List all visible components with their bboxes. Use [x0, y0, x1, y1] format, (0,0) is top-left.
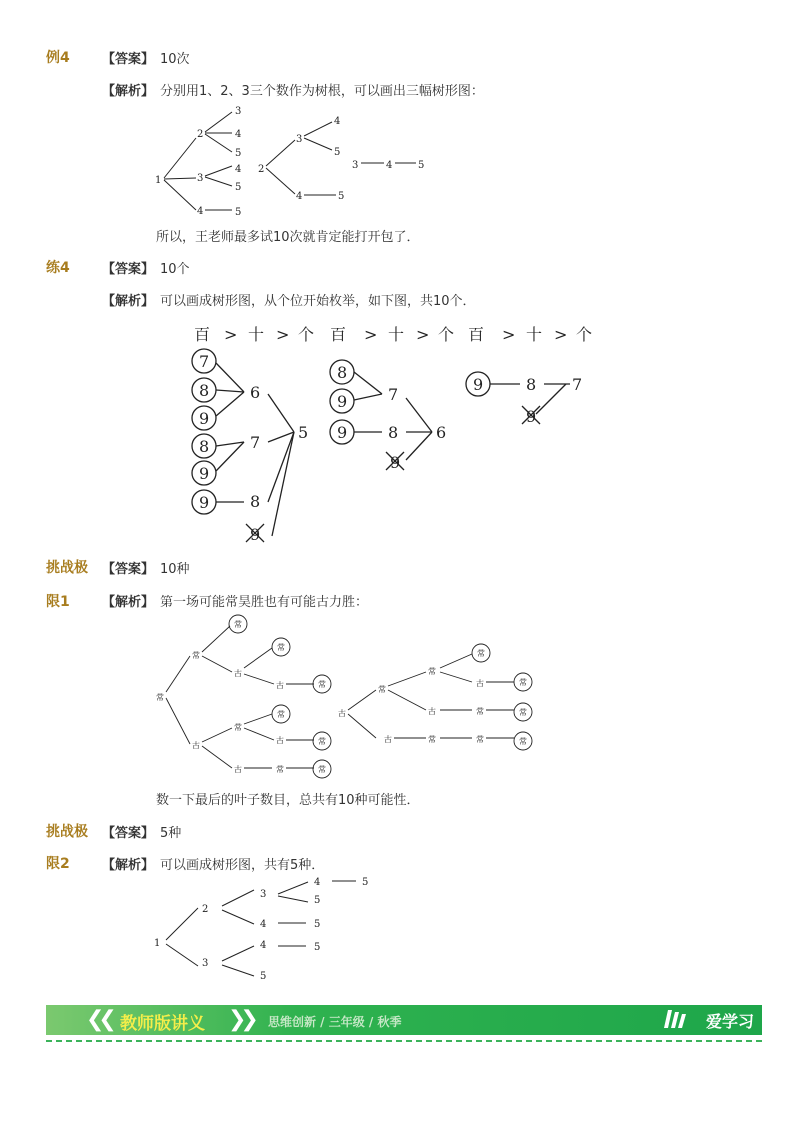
svg-text:常: 常	[192, 651, 200, 660]
svg-text:7: 7	[572, 375, 583, 394]
svg-text:8: 8	[526, 375, 537, 394]
svg-text:4: 4	[296, 191, 303, 202]
conclusion-ex4: 所以，王老师最多试10次就肯定能打开包了．	[156, 230, 420, 245]
svg-text:十: 十	[526, 325, 543, 344]
chevron-left-icon: ❮❮	[86, 1007, 111, 1032]
svg-text:>: >	[502, 325, 516, 344]
svg-text:古: 古	[234, 669, 242, 678]
svg-text:常: 常	[234, 723, 242, 732]
svg-text:5: 5	[362, 877, 369, 888]
svg-text:百: 百	[468, 325, 485, 344]
footer-divider	[46, 1040, 762, 1042]
section-label-ch1-a: 挑战极	[46, 560, 88, 576]
footer-title: 教师版讲义	[120, 1014, 205, 1034]
svg-text:5: 5	[235, 207, 242, 218]
svg-text:4: 4	[197, 206, 204, 217]
answer-tag: 【答案】	[102, 262, 155, 277]
svg-text:9: 9	[337, 423, 348, 442]
tree-diagram-ex4	[150, 100, 450, 225]
svg-text:十: 十	[248, 325, 265, 344]
answer-line-ch2	[102, 822, 181, 841]
svg-text:7: 7	[199, 352, 210, 371]
svg-text:常: 常	[519, 737, 527, 746]
svg-text:常: 常	[276, 765, 284, 774]
svg-text:8: 8	[199, 437, 210, 456]
svg-text:4: 4	[334, 116, 341, 127]
svg-text:常: 常	[428, 735, 436, 744]
brand-logo-icon	[662, 1008, 688, 1030]
svg-text:常: 常	[428, 667, 436, 676]
svg-text:古: 古	[476, 679, 484, 688]
svg-text:古: 古	[192, 741, 200, 750]
svg-text:常: 常	[318, 765, 326, 774]
analysis-tag: 【解析】	[102, 858, 155, 873]
svg-text:9: 9	[390, 453, 401, 472]
svg-text:>: >	[276, 325, 290, 344]
svg-text:9: 9	[337, 392, 348, 411]
svg-text:>: >	[554, 325, 568, 344]
svg-text:9: 9	[199, 493, 210, 512]
svg-text:3: 3	[197, 173, 204, 184]
analysis-text: 分别用1、2、3三个数作为树根，可以画出三幅树形图：	[160, 84, 484, 99]
svg-text:常: 常	[477, 649, 485, 658]
analysis-line-ch1	[102, 591, 368, 610]
match-tree-diagram	[150, 610, 550, 785]
svg-text:>: >	[364, 325, 378, 344]
analysis-text: 第一场可能常昊胜也有可能古力胜：	[160, 595, 369, 610]
svg-text:5: 5	[338, 191, 345, 202]
svg-text:1: 1	[155, 175, 162, 186]
svg-text:3: 3	[352, 160, 359, 171]
svg-text:>: >	[416, 325, 430, 344]
svg-text:8: 8	[337, 363, 348, 382]
digit-tree-diagram	[180, 318, 600, 550]
svg-text:4: 4	[260, 919, 267, 930]
svg-text:9: 9	[473, 375, 484, 394]
svg-text:8: 8	[199, 381, 210, 400]
svg-text:3: 3	[296, 134, 303, 145]
svg-text:7: 7	[388, 385, 399, 404]
svg-text:2: 2	[258, 164, 265, 175]
section-label-ch1-b: 限1	[46, 594, 70, 610]
brand-name: 爱学习	[705, 1012, 754, 1031]
answer-value: 5种	[160, 826, 182, 841]
svg-text:十: 十	[388, 325, 405, 344]
answer-line-ch1	[102, 558, 190, 577]
svg-text:个: 个	[576, 325, 593, 344]
analysis-tag: 【解析】	[102, 595, 155, 610]
analysis-tag: 【解析】	[102, 84, 155, 99]
svg-text:个: 个	[438, 325, 455, 344]
svg-text:常: 常	[277, 643, 285, 652]
answer-value: 10次	[160, 52, 190, 67]
analysis-text: 可以画成树形图，从个位开始枚举，如下图，共10个．	[160, 294, 476, 309]
section-label-pr4: 练4	[46, 260, 70, 276]
svg-text:3: 3	[202, 958, 209, 969]
svg-text:8: 8	[250, 492, 261, 511]
svg-text:6: 6	[250, 383, 261, 402]
svg-text:3: 3	[235, 106, 242, 117]
svg-text:常: 常	[519, 708, 527, 717]
svg-text:5: 5	[298, 423, 309, 442]
svg-text:常: 常	[277, 710, 285, 719]
svg-text:5: 5	[314, 895, 321, 906]
svg-text:9: 9	[526, 407, 537, 426]
answer-line-ex4	[102, 48, 190, 67]
svg-text:4: 4	[235, 164, 242, 175]
svg-text:古: 古	[338, 709, 346, 718]
section-label-ex4: 例4	[46, 50, 70, 66]
analysis-line-pr4	[102, 290, 476, 309]
svg-text:个: 个	[298, 325, 315, 344]
svg-text:常: 常	[234, 620, 242, 629]
svg-text:9: 9	[250, 525, 261, 544]
chevron-right-icon: ❯❯	[228, 1007, 253, 1032]
svg-text:1: 1	[154, 938, 161, 949]
svg-text:5: 5	[235, 148, 242, 159]
svg-text:古: 古	[234, 765, 242, 774]
svg-text:9: 9	[199, 464, 210, 483]
conclusion-ch1: 数一下最后的叶子数目，总共有10种可能性．	[156, 793, 420, 808]
svg-text:4: 4	[235, 129, 242, 140]
svg-text:古: 古	[384, 735, 392, 744]
svg-text:常: 常	[378, 685, 386, 694]
svg-text:常: 常	[318, 680, 326, 689]
svg-text:5: 5	[314, 919, 321, 930]
svg-text:常: 常	[318, 737, 326, 746]
section-label-ch2-b: 限2	[46, 856, 70, 872]
svg-text:5: 5	[260, 971, 267, 982]
svg-text:5: 5	[334, 147, 341, 158]
analysis-tag: 【解析】	[102, 294, 155, 309]
svg-text:常: 常	[476, 707, 484, 716]
header-hundreds: 百	[194, 325, 211, 344]
svg-text:7: 7	[250, 433, 261, 452]
answer-value: 10种	[160, 562, 190, 577]
analysis-text: 可以画成树形图，共有5种．	[160, 858, 325, 873]
analysis-line-ch2	[102, 854, 324, 873]
svg-text:4: 4	[314, 877, 321, 888]
svg-text:9: 9	[199, 409, 210, 428]
tree-diagram-ch2	[150, 872, 390, 987]
answer-tag: 【答案】	[102, 562, 155, 577]
svg-text:5: 5	[314, 942, 321, 953]
answer-value: 10个	[160, 262, 190, 277]
answer-line-pr4	[102, 258, 190, 277]
svg-text:常: 常	[476, 735, 484, 744]
svg-text:5: 5	[235, 182, 242, 193]
svg-text:古: 古	[276, 736, 284, 745]
svg-text:4: 4	[386, 160, 393, 171]
footer-banner	[46, 1005, 762, 1035]
section-label-ch2-a: 挑战极	[46, 824, 88, 840]
answer-tag: 【答案】	[102, 52, 155, 67]
svg-text:>: >	[224, 325, 238, 344]
svg-text:4: 4	[260, 940, 267, 951]
footer-subtitle: 思维创新 / 三年级 / 秋季	[268, 1015, 402, 1029]
answer-tag: 【答案】	[102, 826, 155, 841]
svg-text:6: 6	[436, 423, 447, 442]
svg-text:常: 常	[156, 693, 164, 702]
svg-text:常: 常	[519, 678, 527, 687]
svg-text:百: 百	[330, 325, 347, 344]
analysis-line-ex4	[102, 80, 484, 99]
svg-text:3: 3	[260, 889, 267, 900]
svg-text:古: 古	[428, 707, 436, 716]
svg-text:2: 2	[197, 129, 204, 140]
svg-text:8: 8	[388, 423, 399, 442]
svg-text:5: 5	[418, 160, 425, 171]
svg-text:古: 古	[276, 681, 284, 690]
svg-text:2: 2	[202, 904, 209, 915]
